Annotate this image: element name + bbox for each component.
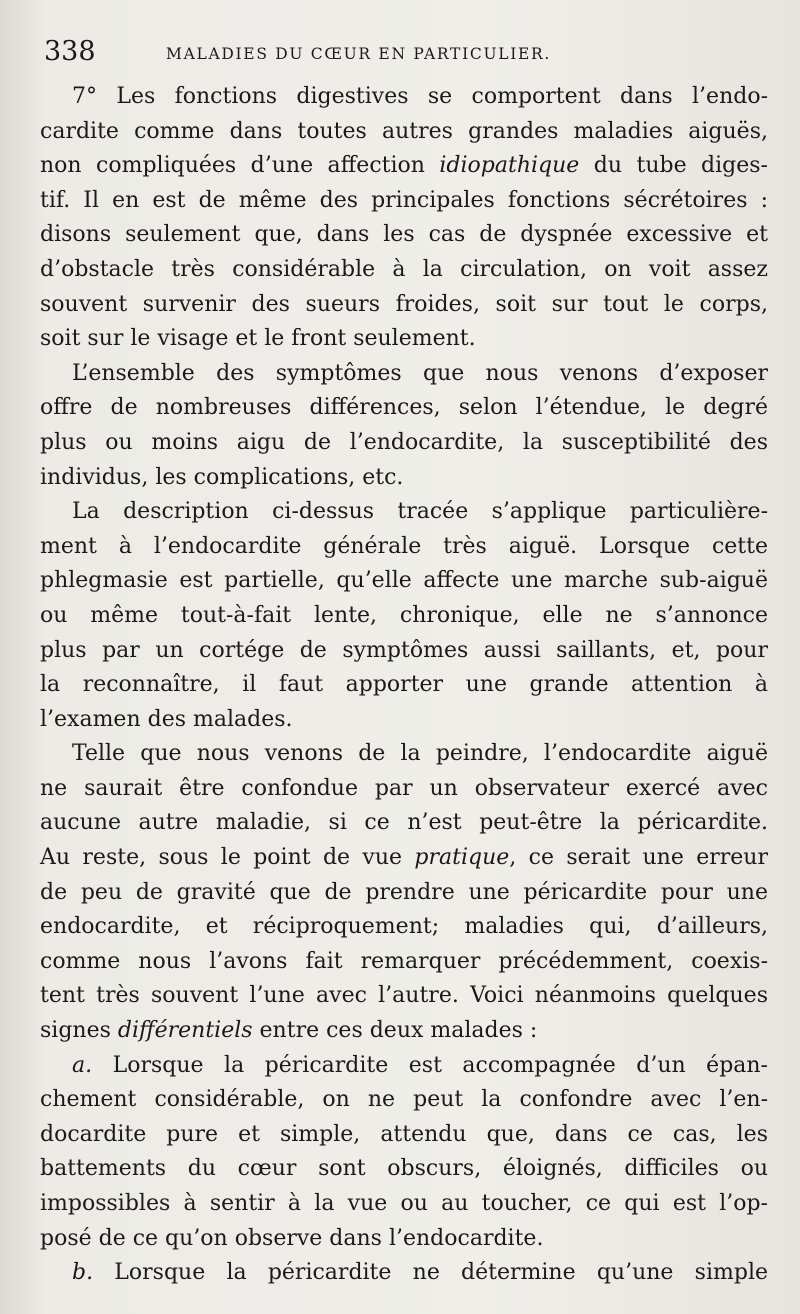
text-line xyxy=(40,149,768,184)
text-line xyxy=(40,703,768,738)
text-segment: aucune autre maladie, si ce n’est peut-être la péricardite. xyxy=(40,810,768,836)
text-line xyxy=(40,322,768,357)
text-segment: La description ci-dessus tracée s’applique particulière- xyxy=(72,499,768,525)
text-line xyxy=(40,80,768,115)
text-line xyxy=(40,945,768,980)
text-segment: tif. Il en est de même des principales fonctions sécrétoires : xyxy=(40,187,768,213)
page-number: 338 xyxy=(44,36,96,67)
italic-text: a. xyxy=(72,1052,93,1078)
text-segment: offre de nombreuses différences, selon l’étendue, le degré xyxy=(40,395,768,421)
paragraph xyxy=(40,737,768,1048)
text-segment: docardite pure et simple, attendu que, dans ce cas, les xyxy=(40,1121,768,1147)
text-line xyxy=(40,495,768,530)
text-line xyxy=(40,253,768,288)
text-segment: Telle que nous venons de la peindre, l’endocardite aiguë xyxy=(72,741,768,767)
text-segment: plus par un cortége de symptômes aussi saillants, et, pour xyxy=(40,637,768,663)
text-segment: impossibles à sentir à la vue ou au toucher, ce qui est l’op- xyxy=(40,1191,768,1216)
italic-text: idiopathique xyxy=(439,153,580,179)
text-segment: plus ou moins aigu de l’endocardite, la susceptibilité des xyxy=(40,429,768,455)
text-segment: soit sur le visage et le front seulement. xyxy=(40,326,476,352)
text-segment: Lorsque la péricardite est accompagnée d’un épan- xyxy=(92,1052,768,1078)
text-segment: cardite comme dans toutes autres grandes maladies aiguës, xyxy=(40,118,768,144)
text-line xyxy=(40,115,768,150)
text-line xyxy=(40,1222,768,1257)
paragraph xyxy=(40,1049,768,1257)
paragraph xyxy=(40,495,768,737)
text-segment: disons seulement que, dans les cas de dyspnée excessive et xyxy=(40,222,768,248)
text-line xyxy=(40,737,768,772)
text-line xyxy=(40,979,768,1014)
text-segment: battements du cœur sont obscurs, éloignés, difficiles ou xyxy=(40,1156,768,1182)
text-segment: de peu de gravité que de prendre une péricardite pour une xyxy=(40,879,768,905)
text-line xyxy=(40,1187,768,1222)
text-line xyxy=(40,806,768,841)
page-header xyxy=(44,36,784,72)
italic-text: pratique xyxy=(414,845,510,871)
text-segment: ment à l’endocardite générale très aiguë. Lorsque cette xyxy=(40,533,768,559)
text-segment: posé de ce qu’on observe dans l’endocardite. xyxy=(40,1225,544,1251)
paragraph xyxy=(40,80,768,357)
text-segment: , ce serait une erreur xyxy=(509,845,768,871)
text-line xyxy=(40,876,768,911)
text-line xyxy=(40,634,768,669)
text-line xyxy=(40,1083,768,1118)
running-head: MALADIES DU CŒUR EN PARTICULIER. xyxy=(166,45,552,63)
text-line xyxy=(40,599,768,634)
text-line xyxy=(40,461,768,496)
text-line xyxy=(40,184,768,219)
text-segment: ou même tout-à-fait lente, chronique, elle ne s’annonce xyxy=(40,602,768,628)
text-segment: souvent survenir des sueurs froides, soit sur tout le corps, xyxy=(40,291,768,317)
text-segment: la reconnaître, il faut apporter une grande attention à xyxy=(40,672,768,698)
text-line xyxy=(40,564,768,599)
text-line xyxy=(40,668,768,703)
text-segment: non compliquées d’une affection xyxy=(40,153,440,179)
text-segment: phlegmasie est partielle, qu’elle affecte une marche sub-aiguë xyxy=(40,568,768,594)
text-line xyxy=(40,1152,768,1187)
text-segment: Lorsque la péricardite ne détermine qu’une simple xyxy=(93,1260,768,1286)
italic-text: b. xyxy=(72,1260,94,1286)
text-line xyxy=(40,288,768,323)
body-text xyxy=(40,80,768,1291)
text-segment: L’ensemble des symptômes que nous venons d’exposer xyxy=(72,360,768,386)
italic-text: différentiels xyxy=(117,1018,253,1044)
text-line xyxy=(40,357,768,392)
text-segment: individus, les complications, etc. xyxy=(40,464,404,490)
text-line xyxy=(40,910,768,945)
text-line xyxy=(40,1014,768,1049)
bleed-through-marks xyxy=(0,1270,800,1300)
text-line xyxy=(40,218,768,253)
text-segment: Au reste, sous le point de vue xyxy=(40,845,415,871)
text-segment: 7° Les fonctions digestives se comportent dans l’endo- xyxy=(72,84,768,109)
text-segment: ne saurait être confondue par un observateur exercé avec xyxy=(40,775,768,801)
text-line xyxy=(40,1118,768,1153)
paragraph xyxy=(40,357,768,495)
text-line xyxy=(40,772,768,807)
text-segment: chement considérable, on ne peut la confondre avec l’en- xyxy=(40,1087,768,1113)
text-segment: l’examen des malades. xyxy=(40,706,293,732)
text-line xyxy=(40,1049,768,1084)
text-segment: entre ces deux malades : xyxy=(252,1018,538,1044)
text-line xyxy=(40,841,768,876)
text-line xyxy=(40,426,768,461)
text-segment: du tube diges- xyxy=(579,153,768,179)
text-segment: tent très souvent l’une avec l’autre. Voici néanmoins quelques xyxy=(40,983,768,1009)
text-line xyxy=(40,530,768,565)
text-line xyxy=(40,391,768,426)
text-segment: endocardite, et réciproquement; maladies qui, d’ailleurs, xyxy=(40,914,768,940)
text-segment: signes xyxy=(40,1018,118,1044)
text-segment: d’obstacle très considérable à la circulation, on voit assez xyxy=(40,256,768,282)
text-segment: comme nous l’avons fait remarquer précédemment, coexis- xyxy=(40,948,768,974)
